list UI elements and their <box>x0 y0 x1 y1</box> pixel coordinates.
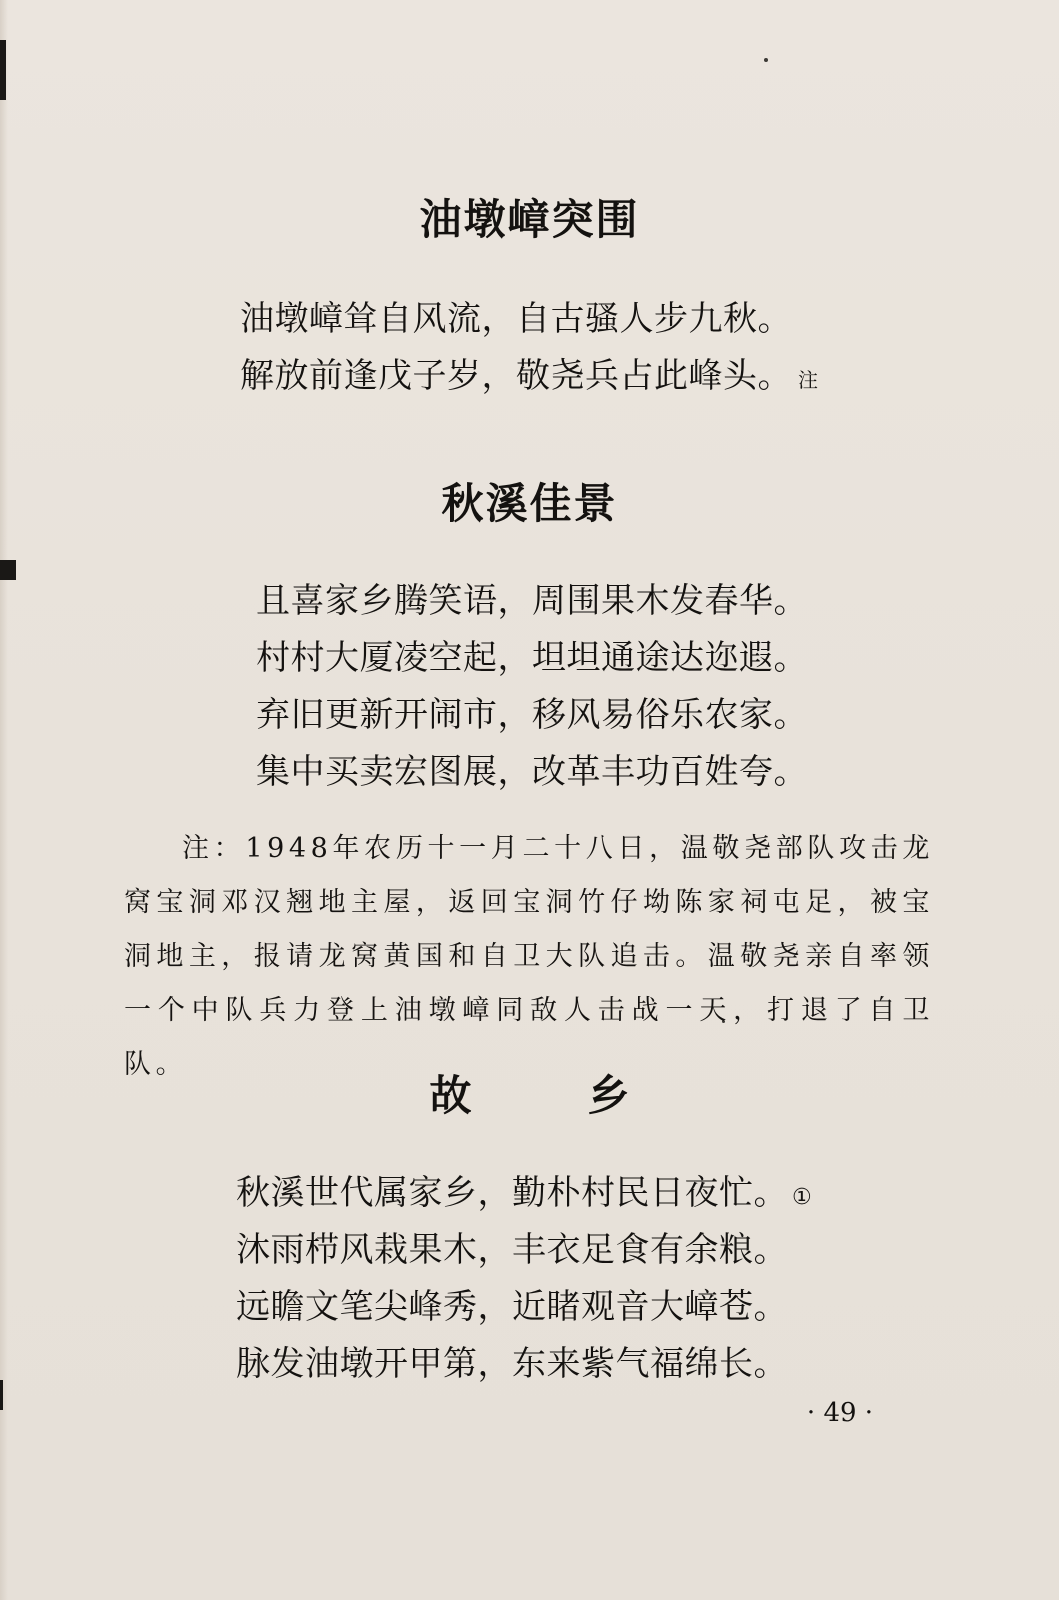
poem-body <box>240 291 819 405</box>
scan-edge-mark <box>0 560 16 580</box>
poem-line-text: 秋溪世代属家乡，勤朴村民日夜忙。 <box>236 1173 788 1213</box>
poem-title-char: 乡 <box>587 1071 630 1120</box>
note-reference-mark: 注 <box>798 368 819 392</box>
poem-body <box>236 1165 812 1393</box>
poem-line-text: 解放前逢戊子岁，敬尧兵占此峰头。 <box>240 356 792 396</box>
poem-line <box>240 348 819 405</box>
poem-line: 沐雨栉风栽果木，丰衣足食有余粮。 <box>236 1230 788 1270</box>
poem-title <box>0 1072 1059 1120</box>
poem-title: 油墩嶂突围 <box>419 195 640 244</box>
poem-title-char: 故 <box>429 1071 472 1120</box>
note-reference-mark: ① <box>792 1185 813 1210</box>
poem-line: 脉发油墩开甲第，东来紫气福绵长。 <box>236 1344 788 1384</box>
poem-line: 远瞻文笔尖峰秀，近睹观音大嶂苍。 <box>236 1287 788 1327</box>
page-number: · 49 · <box>806 1398 874 1428</box>
footnote: 注：1948年农历十一月二十八日，温敬尧部队攻击龙窝宝洞邓汉翘地主屋，返回宝洞竹仔坳陈家祠屯足，被宝洞地主，报请龙窝黄国和自卫大队追击。温敬尧亲自率领一个中队兵力登上油墩嶂同敌人击战一天，打退了自卫队。 <box>124 833 934 1080</box>
poem-line <box>236 1165 812 1222</box>
scan-edge-mark <box>0 1380 3 1410</box>
scan-edge-mark <box>0 40 6 100</box>
dust-speck <box>764 58 768 62</box>
poem-line: 且喜家乡腾笑语，周围果木发春华。 <box>256 581 808 621</box>
poem-title: 秋溪佳景 <box>441 479 618 528</box>
poem-line: 集中买卖宏图展，改革丰功百姓夸。 <box>256 752 808 792</box>
poem-body <box>256 573 808 801</box>
poem-line: 村村大厦凌空起，坦坦通途达迩遐。 <box>256 638 808 678</box>
poem-line: 弃旧更新开闹市，移风易俗乐农家。 <box>256 695 808 735</box>
poem-line: 油墩嶂耸自风流，自古骚人步九秋。 <box>240 299 792 339</box>
